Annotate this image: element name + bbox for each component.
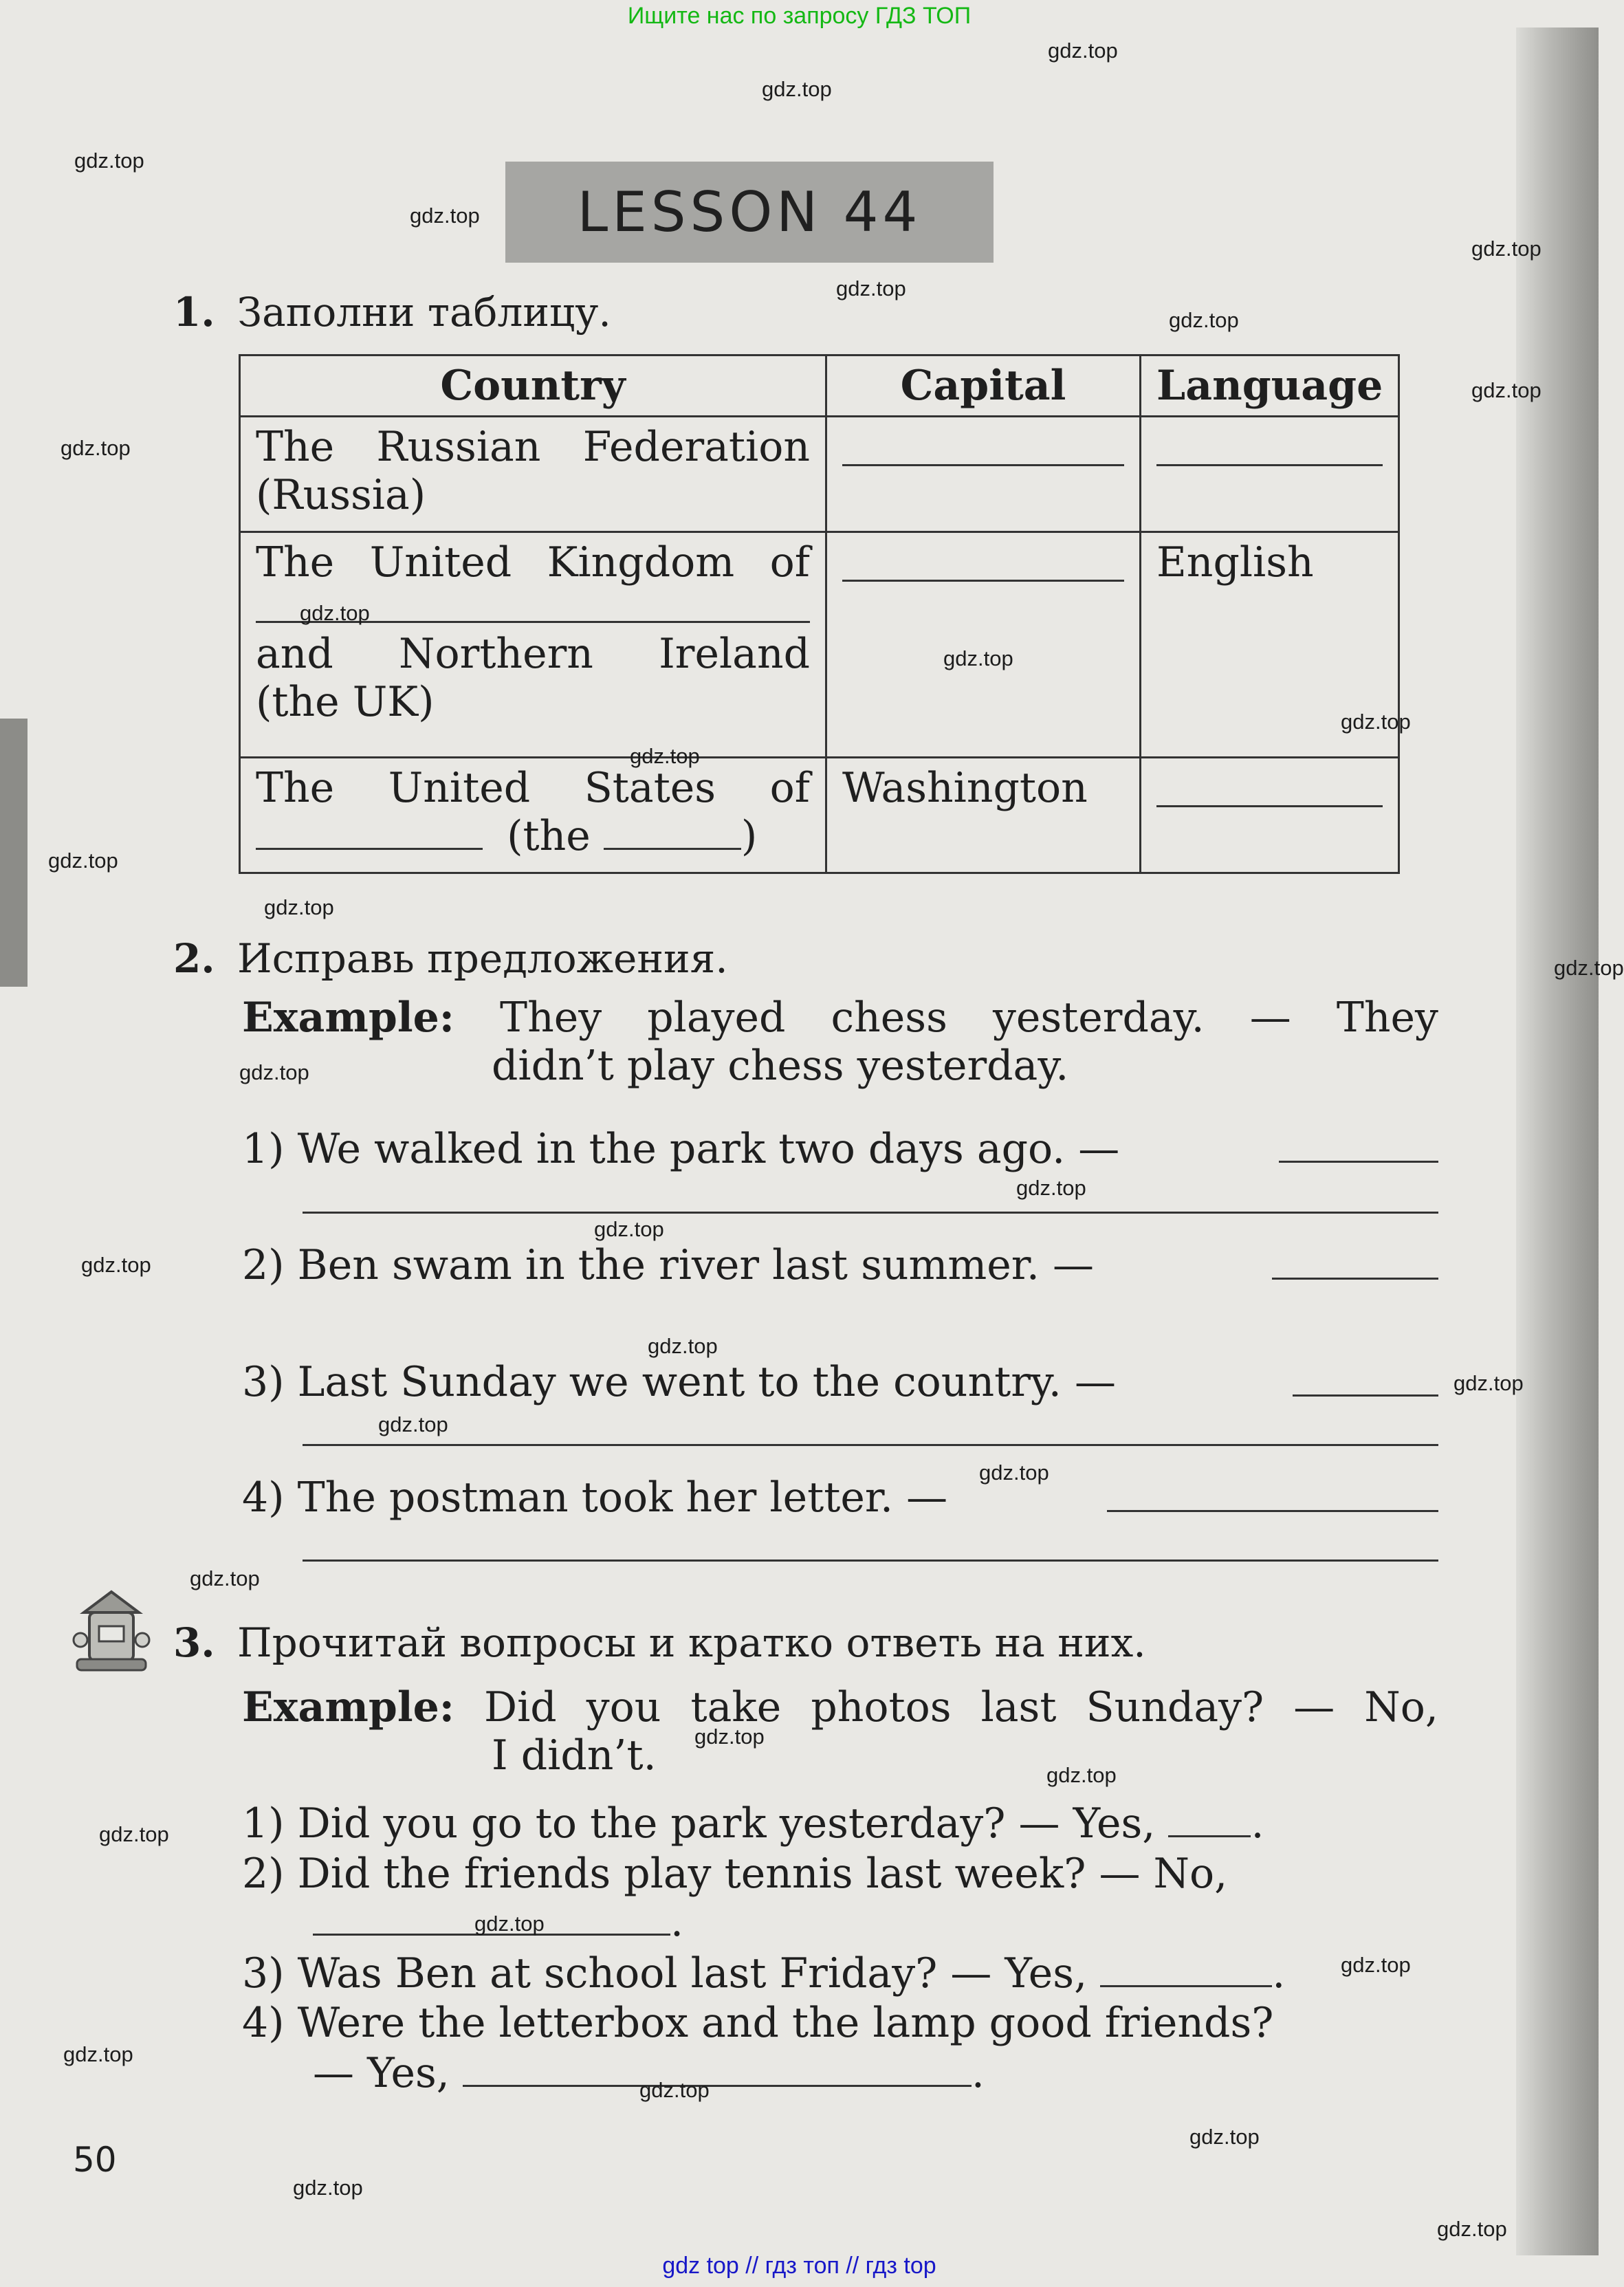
watermark: gdz.top	[594, 1217, 664, 1241]
watermark: gdz.top	[943, 646, 1013, 670]
list-item: 1) Did you go to the park yesterday? — Yes, .	[242, 1799, 1264, 1848]
answer-blank-capital[interactable]	[826, 417, 1141, 532]
answer-blank-language[interactable]	[1141, 758, 1399, 873]
task1-number: 1.	[173, 289, 215, 336]
watermark: gdz.top	[1048, 39, 1118, 63]
watermark: gdz.top	[378, 1412, 448, 1436]
list-item-continuation: .	[313, 1898, 683, 1946]
table-row-country: The United States of (the )	[240, 758, 826, 873]
page-number: 50	[73, 2140, 117, 2180]
watermark: gdz.top	[1471, 378, 1541, 402]
footer-links[interactable]: gdz top // гдз топ // гдз top	[662, 2253, 936, 2279]
watermark: gdz.top	[1341, 1953, 1411, 1977]
watermark: gdz.top	[836, 276, 906, 300]
lesson-title: LESSON 44	[505, 162, 994, 263]
task2-heading: 2. Исправь предложения.	[173, 935, 728, 982]
list-item: 3) Was Ben at school last Friday? — Yes, .	[242, 1949, 1286, 1998]
watermark: gdz.top	[61, 436, 131, 460]
table-row-country: The Russian Federation (Russia)	[240, 417, 826, 532]
capital-cell: Washington	[826, 758, 1141, 873]
answer-blank-capital[interactable]	[826, 532, 1141, 758]
watermark: gdz.top	[74, 149, 144, 173]
answer-blank-line[interactable]	[1107, 1510, 1438, 1512]
watermark: gdz.top	[190, 1566, 260, 1590]
watermark: gdz.top	[410, 204, 480, 228]
tower-robot-icon	[63, 1585, 160, 1681]
list-item: 3) Last Sunday we went to the country. —	[242, 1358, 1116, 1406]
watermark: gdz.top	[239, 1060, 309, 1084]
watermark: gdz.top	[979, 1460, 1049, 1485]
task1-instruction: Заполни таблицу.	[237, 289, 611, 336]
answer-blank-line[interactable]	[303, 1212, 1438, 1214]
page-edge-tab	[0, 719, 28, 987]
watermark: gdz.top	[762, 77, 832, 101]
search-hint-banner[interactable]: Ищите нас по запросу ГДЗ ТОП	[627, 3, 972, 29]
answer-blank-line[interactable]	[1272, 1278, 1438, 1280]
answer-blank-line[interactable]	[463, 2078, 972, 2087]
task3-example-line2: I didn’t.	[492, 1731, 657, 1780]
watermark: gdz.top	[1341, 710, 1411, 734]
answer-blank-line[interactable]	[303, 1444, 1438, 1446]
list-item: 4) Were the letterbox and the lamp good friends?	[242, 1999, 1274, 2047]
col-capital: Capital	[826, 355, 1141, 417]
watermark: gdz.top	[639, 2078, 710, 2102]
watermark: gdz.top	[630, 744, 700, 768]
book-spine-shadow	[1516, 28, 1599, 2255]
col-language: Language	[1141, 355, 1399, 417]
list-item: 4) The postman took her letter. —	[242, 1474, 948, 1522]
watermark: gdz.top	[293, 2176, 363, 2200]
language-cell: English	[1141, 532, 1399, 758]
task3-example: Example: Did you take photos last Sunday? — No,	[242, 1683, 1438, 1731]
answer-blank-line[interactable]	[303, 1560, 1438, 1562]
watermark: gdz.top	[648, 1334, 718, 1358]
watermark: gdz.top	[264, 895, 334, 919]
list-item: 2) Ben swam in the river last summer. —	[242, 1241, 1095, 1289]
answer-blank-line[interactable]	[1100, 1978, 1272, 1987]
watermark: gdz.top	[1471, 237, 1541, 261]
watermark: gdz.top	[48, 849, 118, 873]
watermark: gdz.top	[694, 1725, 765, 1749]
answer-blank-line[interactable]	[1279, 1161, 1438, 1163]
watermark: gdz.top	[1169, 308, 1239, 332]
list-item: 1) We walked in the park two days ago. —	[242, 1125, 1120, 1173]
watermark: gdz.top	[99, 1822, 169, 1846]
col-country: Country	[240, 355, 826, 417]
task2-example-line2: didn’t play chess yesterday.	[492, 1042, 1069, 1090]
watermark: gdz.top	[63, 2042, 133, 2066]
watermark: gdz.top	[1453, 1371, 1524, 1395]
task3-heading: 3. Прочитай вопросы и кратко ответь на них.	[173, 1619, 1146, 1666]
task2-example: Example: They played chess yesterday. — They	[242, 994, 1438, 1042]
watermark: gdz.top	[1189, 2125, 1260, 2149]
answer-blank-line[interactable]	[1168, 1828, 1251, 1837]
watermark: gdz.top	[1437, 2217, 1507, 2241]
country-table	[239, 354, 1400, 874]
task1-heading	[173, 289, 611, 336]
answer-blank-line[interactable]	[1293, 1394, 1438, 1397]
answer-blank-language[interactable]	[1141, 417, 1399, 532]
watermark: gdz.top	[474, 1912, 545, 1936]
watermark: gdz.top	[1046, 1763, 1117, 1787]
watermark: gdz.top	[1554, 956, 1624, 980]
list-item-continuation: — Yes, .	[313, 2049, 985, 2097]
table-row-country: The United Kingdom of and Northern Ireland (the UK)	[240, 532, 826, 758]
answer-blank-line[interactable]	[604, 841, 741, 850]
watermark: gdz.top	[1016, 1176, 1086, 1200]
watermark: gdz.top	[300, 601, 370, 625]
list-item: 2) Did the friends play tennis last week? — No,	[242, 1850, 1228, 1898]
watermark: gdz.top	[81, 1253, 151, 1277]
answer-blank-line[interactable]	[256, 841, 483, 850]
